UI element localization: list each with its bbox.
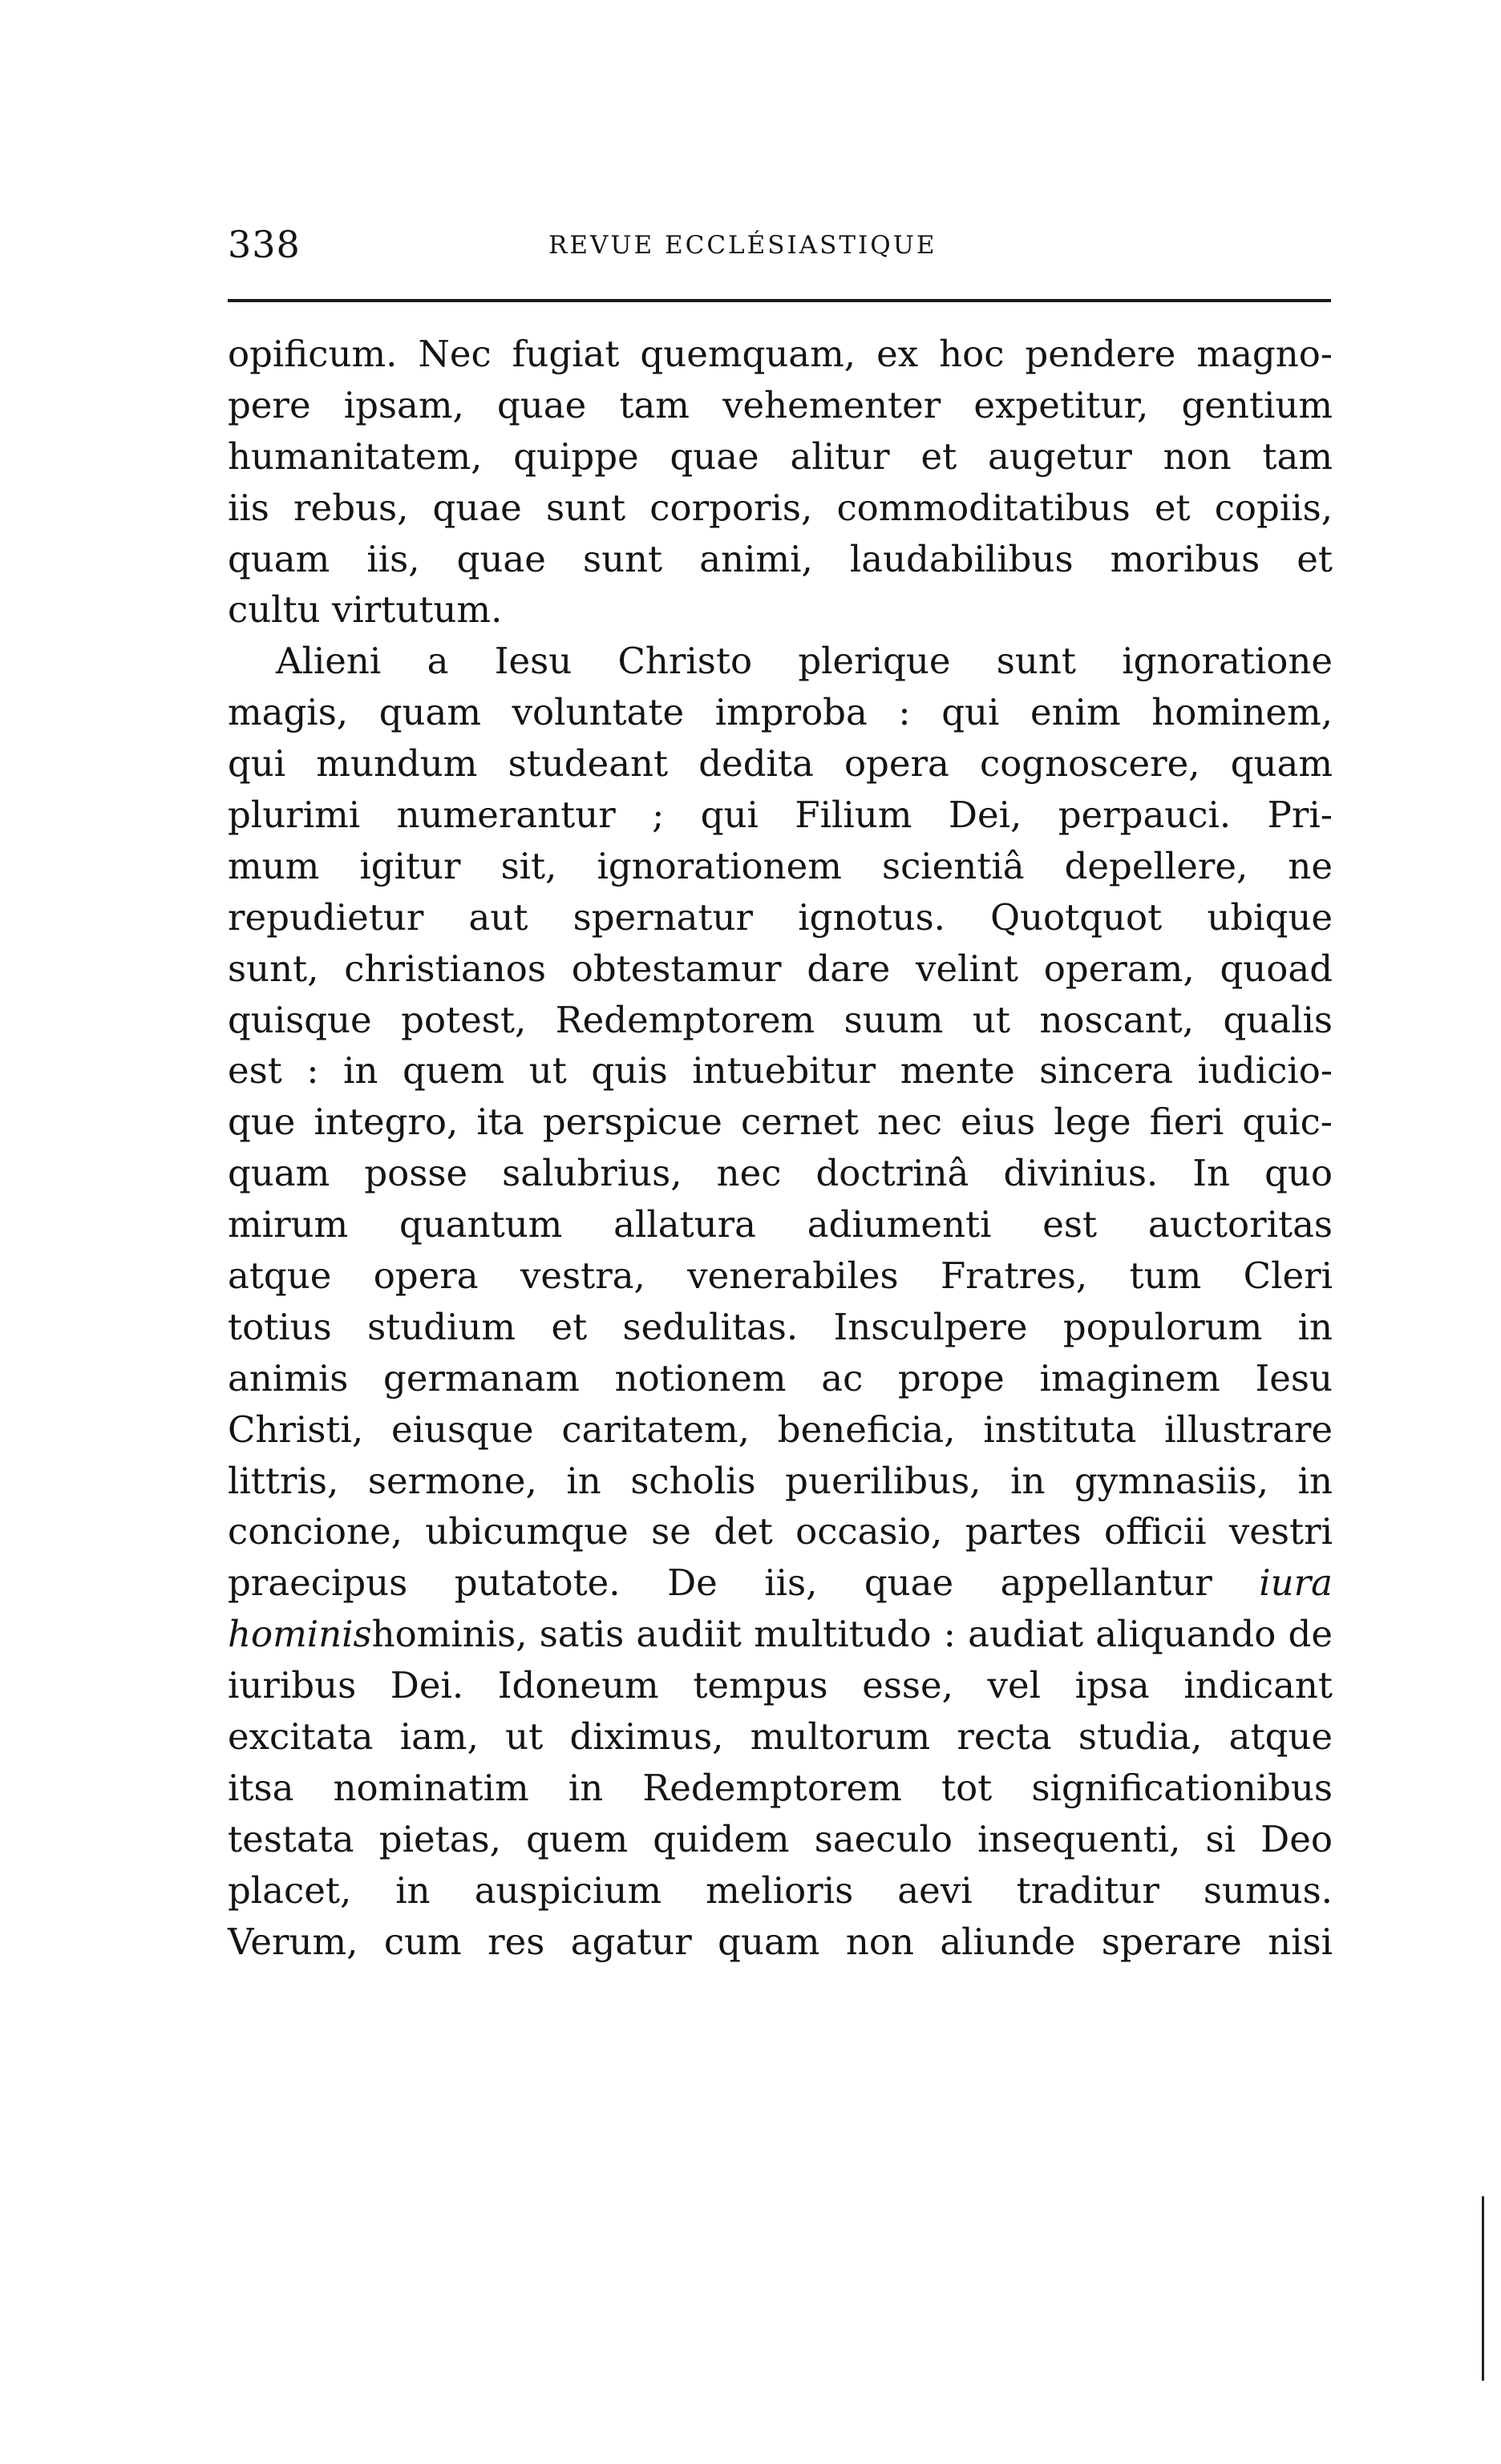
text-line: animis germanam notionem ac prope imaginem Iesu xyxy=(228,1356,1333,1400)
text-line: pere ipsam, quae tam vehementer expetitur, gentium xyxy=(228,383,1333,426)
text-line: Christi, eiusque caritatem, beneficia, instituta illustrare xyxy=(228,1408,1333,1451)
text-line: atque opera vestra, venerabiles Fratres, tum Cleri xyxy=(228,1254,1333,1298)
italic-term: iura xyxy=(1259,1561,1333,1605)
scan-edge-mark xyxy=(1482,2196,1484,2381)
page-number: 338 xyxy=(228,223,301,266)
text-line: excitata iam, ut diximus, multorum recta studia, atque xyxy=(228,1715,1333,1759)
text-line: mirum quantum allatura adiumenti est auctoritas xyxy=(228,1203,1333,1246)
text-line: quam iis, quae sunt animi, laudabilibus moribus et xyxy=(228,537,1333,580)
text-line: repudietur aut spernatur ignotus. Quotquot ubique xyxy=(228,895,1333,939)
text-line: magis, quam voluntate improba : qui enim hominem, xyxy=(228,691,1333,734)
text-line: sunt, christianos obtestamur dare velint operam, quoad xyxy=(228,947,1333,990)
header-rule xyxy=(228,299,1331,302)
text-line: Verum, cum res agatur quam non aliunde sperare nisi xyxy=(228,1920,1333,1963)
body-text xyxy=(228,329,1333,1968)
text-line: quisque potest, Redemptorem suum ut noscant, qualis xyxy=(228,998,1333,1041)
text-line-with-italic xyxy=(228,1557,1333,1609)
text-line: opificum. Nec fugiat quemquam, ex hoc pendere magno- xyxy=(228,333,1333,375)
text-line: totius studium et sedulitas. Insculpere populorum in xyxy=(228,1305,1333,1348)
text-line: iis rebus, quae sunt corporis, commoditatibus et copiis, xyxy=(228,486,1333,529)
text-line: cultu virtutum. xyxy=(228,588,503,632)
italic-term: hominis xyxy=(228,1613,372,1656)
text-line: littris, sermone, in scholis puerilibus, in gymnasiis, in xyxy=(228,1459,1333,1502)
running-title: REVUE ECCLÉSIASTIQUE xyxy=(548,231,937,260)
text-segment: praecipus putatote. De iis, quae appellantur xyxy=(228,1561,1260,1605)
text-segment: hominis, satis audiit multitudo : audiat aliquando de xyxy=(371,1613,1333,1656)
text-line: est : in quem ut quis intuebitur mente sincera iudicio- xyxy=(228,1049,1333,1093)
text-line: plurimi numerantur ; qui Filium Dei, perpauci. Pri- xyxy=(228,794,1333,837)
text-line: concione, ubicumque se det occasio, partes officii vestri xyxy=(228,1510,1333,1553)
text-line: placet, in auspicium melioris aevi traditur sumus. xyxy=(228,1868,1333,1912)
text-line: itsa nominatim in Redemptorem tot significationibus xyxy=(228,1766,1333,1809)
text-line: qui mundum studeant dedita opera cognoscere, quam xyxy=(228,742,1333,786)
running-head xyxy=(228,223,1331,279)
text-line: testata pietas, quem quidem saeculo insequenti, si Deo xyxy=(228,1817,1333,1860)
text-line: Alieni a Iesu Christo plerique sunt ignoratione xyxy=(276,640,1333,683)
text-line: iuribus Dei. Idoneum tempus esse, vel ipsa indicant xyxy=(228,1664,1333,1707)
text-line: que integro, ita perspicue cernet nec eius lege fieri quic- xyxy=(228,1101,1333,1144)
text-line: mum igitur sit, ignorationem scientiâ depellere, ne xyxy=(228,844,1333,887)
text-line: humanitatem, quippe quae alitur et augetur non tam xyxy=(228,434,1333,478)
text-line-with-italic xyxy=(228,1609,1333,1660)
text-line: quam posse salubrius, nec doctrinâ divinius. In quo xyxy=(228,1152,1333,1195)
